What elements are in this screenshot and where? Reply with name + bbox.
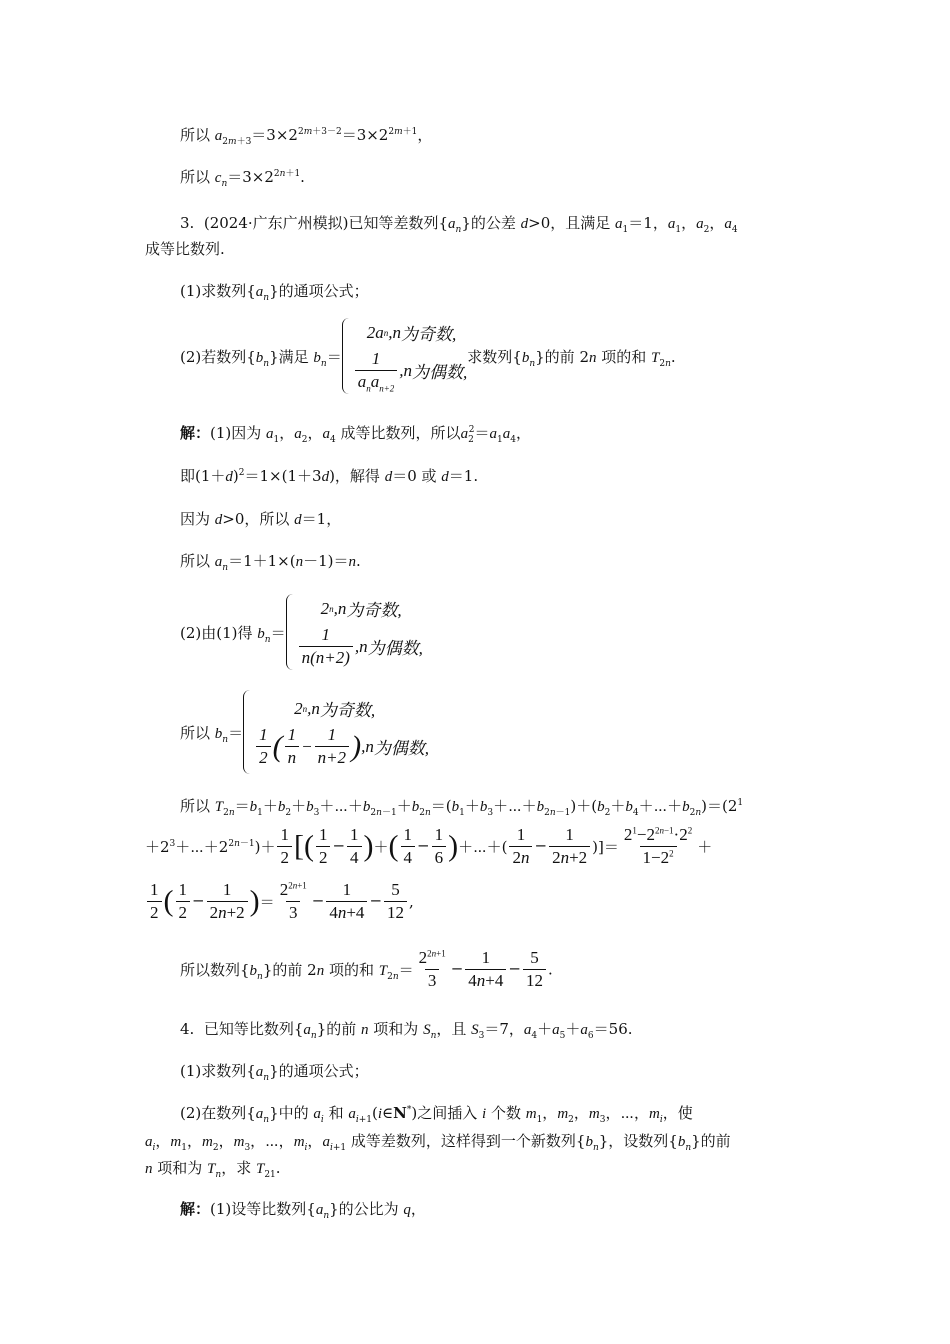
solution-3-bn-2: 所以 $b_n=$ 2 n , n 为奇数, 1 2 ( 1 n − 1 n+2 ) , n 为偶数,: [180, 690, 429, 774]
problem-4-title: 4. 已知等比数列$\{a_n\}$的前 n 项和为 $S_n$，且 $S_3=7$，$a_4+a_5+a_6=56$.: [180, 1020, 633, 1041]
piecewise-bn-1: 2 n , n 为奇数, 1 n(n+2) , n 为偶数,: [286, 594, 423, 670]
solution-3-line2: 即$(1+d)^2=1\times(1+3d)$，解得 d＝0 或 d＝1.: [180, 467, 479, 485]
line-cn: 所以 $c_n=3\times 2^{2n+1}$.: [180, 168, 305, 189]
solution-3-final: 所以数列$\{b_n\}$的前 2n 项的和 $T_{2n}=$ $\frac{2^{2n+1}}{3}$ − $\frac{1}{4n+4}$ − $\frac{5}{12}$ .: [180, 948, 553, 990]
solution-3-T2n-result: $\frac{1}{2}$ ( $\frac{1}{2}$ − $\frac{1}{2n+2}$ )＝ $\frac{2^{2n+1}}{3}$ − $\frac{1}{4n+4}$ − $\frac{5}{12}$ ,: [145, 880, 414, 923]
solution-4-line1: 解：(1)设等比数列$\{a_n\}$的公比为 q，: [180, 1200, 426, 1221]
solution-3-line3: 因为 d>0，所以 d＝1，: [180, 510, 342, 528]
solution-3-line4: 所以 $a_n=1+1\times(n-1)=n$.: [180, 552, 361, 573]
solution-3-line1: 解：(1)因为 $a_1$，$a_2$，$a_4$ 成等比数列，所以$a_2^2=a_1a_4$，: [180, 424, 532, 445]
problem-3-q1: (1)求数列$\{a_n\}$的通项公式；: [180, 282, 369, 303]
problem-3-title-cont: 成等比数列.: [145, 240, 225, 258]
problem-3-title: 3. (2024·广东广州模拟)已知等差数列$\{a_n\}$的公差 d>0，且满足 $a_1=1$，$a_1$，$a_2$，$a_4$: [180, 214, 738, 235]
piecewise-bn-def: 2 a n , n 为奇数, 1 $a_na_{n+2}$ , n 为偶数,: [342, 318, 468, 394]
problem-3-q2: (2)若数列$\{b_n\}$满足 $b_n=$ 2 a n , n 为奇数, 1 $a_na_{n+2}$ , n 为偶数, 求数列$\{b_n\}$的前 2n 项的和 $T_{2n}$.: [180, 318, 676, 394]
problem-4-q2-line2: $a_i$，$m_1$，$m_2$，$m_3$，⋯，$m_i$，$a_{i+1}$ 成等差数列，这样得到一个新数列$\{b_n\}$，设数列$\{b_n\}$的前: [145, 1132, 731, 1153]
solution-3-bn: (2)由(1)得 $b_n=$ 2 n , n 为奇数, 1 n(n+2) , n 为偶数,: [180, 594, 423, 670]
line-a2m3: 所以 $a_{2m+3}=3\times 2^{2m+3-2}=3\times 2^{2m+1}$，: [180, 126, 433, 147]
problem-4-q2-line3: n 项和为 $T_n$，求 $T_{21}$.: [145, 1159, 281, 1180]
piecewise-bn-2: 2 n , n 为奇数, 1 2 ( 1 n − 1 n+2 ) , n 为偶数,: [243, 690, 429, 774]
problem-4-q1: (1)求数列$\{a_n\}$的通项公式；: [180, 1062, 369, 1083]
solution-3-T2n-cont: $+2^3+\cdots+2^{2n-1})+$ $\frac{1}{2}$ [( $\frac{1}{2}$ − $\frac{1}{4}$ )＋( $\frac{1}{4}$ − $\frac{1}{6}$ )＋⋯＋( $\frac{1}{2n}$ − $\frac{1}{2n+2}$ )]＝ $\frac{2^1-2^{2n-1}\cdot 2^2}{1-2^2}$ ＋: [145, 825, 713, 867]
solution-3-T2n: 所以 $T_{2n}=b_1+b_2+b_3+\cdots+b_{2n-1}+b_{2n}=(b_1+b_3+\cdots+b_{2n-1})+(b_2+b_4+\cdots+b_{2n})=(2^1$: [180, 797, 744, 818]
problem-4-q2-line1: (2)在数列$\{a_n\}$中的 $a_i$ 和 $a_{i+1}(i\in N^*)$之间插入 i 个数 $m_1$，$m_2$，$m_3$，⋯，$m_i$，使: [180, 1104, 693, 1125]
